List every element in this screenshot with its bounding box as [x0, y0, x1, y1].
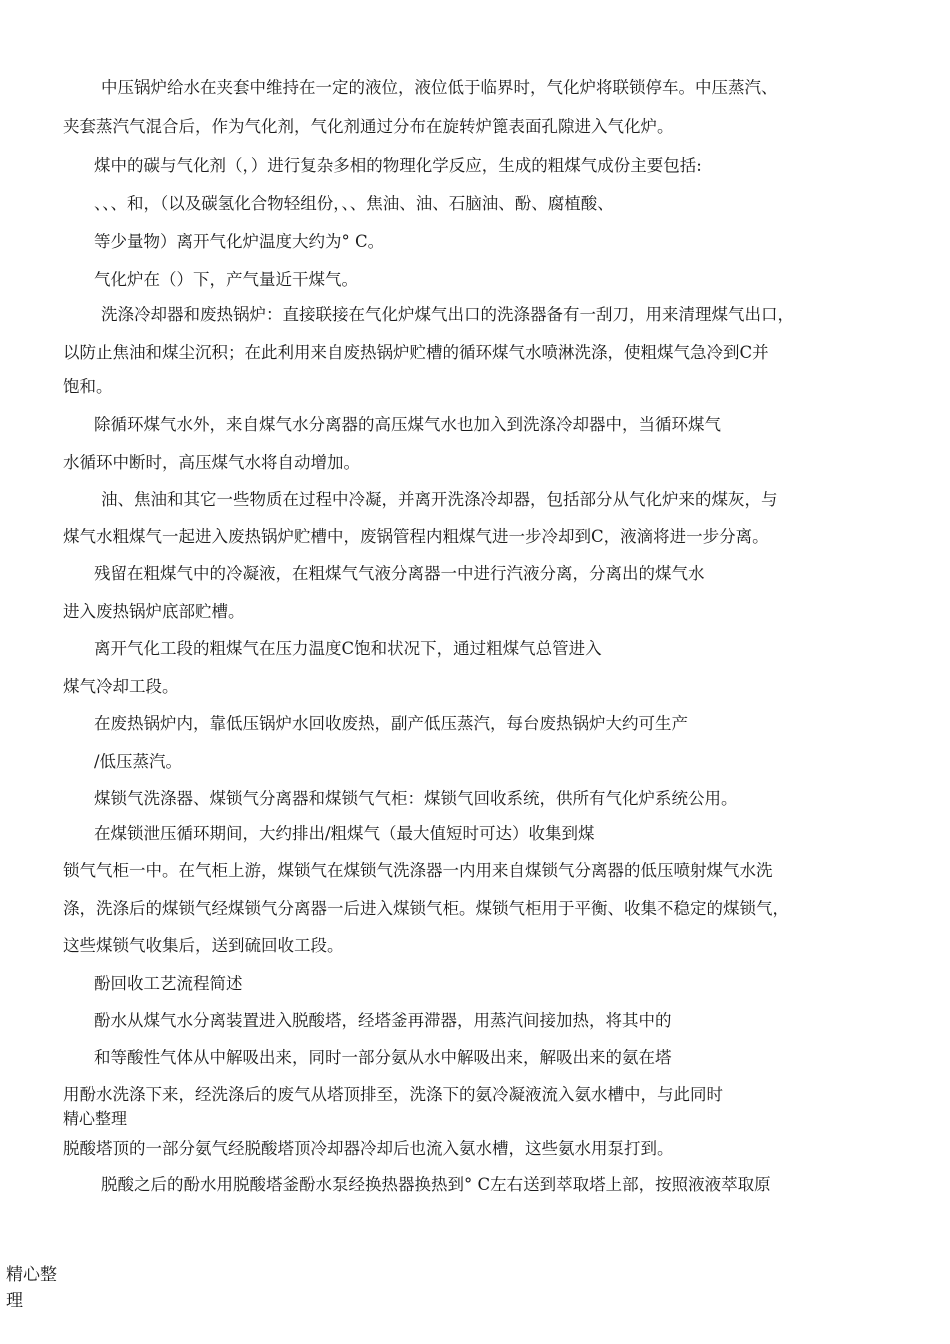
- text-line: 脱酸之后的酚水用脱酸塔釜酚水泵经换热器换热到° C左右送到萃取塔上部，按照液液萃取原: [101, 1175, 771, 1194]
- text-line: 涤，洗涤后的煤锁气经煤锁气分离器一后进入煤锁气柜。煤锁气柜用于平衡、收集不稳定的煤锁气，: [63, 899, 789, 918]
- footer-line-1: 精心整: [6, 1265, 57, 1285]
- inline-note: 精心整理: [63, 1109, 128, 1128]
- text-line: 脱酸塔顶的一部分氨气经脱酸塔顶冷却器冷却后也流入氨水槽，这些氨水用泵打到。: [63, 1139, 674, 1158]
- text-line: 中压锅炉给水在夹套中维持在一定的液位，液位低于临界时，气化炉将联锁停车。中压蒸汽、: [101, 78, 778, 97]
- text-line: 夹套蒸汽气混合后，作为气化剂，气化剂通过分布在旋转炉篦表面孔隙进入气化炉。: [63, 117, 674, 136]
- text-line: 水循环中断时，高压煤气水将自动增加。: [63, 453, 360, 472]
- text-line: 饱和。: [63, 377, 113, 396]
- text-line: 在煤锁泄压循环期间，大约排出/粗煤气（最大值短时可达）收集到煤: [94, 824, 595, 843]
- text-line: 这些煤锁气收集后，送到硫回收工段。: [63, 936, 344, 955]
- text-line: 用酚水洗涤下来，经洗涤后的废气从塔顶排至，洗涤下的氨冷凝液流入氨水槽中，与此同时: [63, 1085, 723, 1104]
- text-line: 洗涤冷却器和废热锅炉：直接联接在气化炉煤气出口的洗涤器备有一刮刀，用来清理煤气出口，: [101, 305, 794, 324]
- text-line: 离开气化工段的粗煤气在压力温度C饱和状况下，通过粗煤气总管进入: [94, 639, 602, 658]
- text-line: 锁气气柜一中。在气柜上游，煤锁气在煤锁气洗涤器一内用来自煤锁气分离器的低压喷射煤气水洗: [63, 861, 773, 880]
- text-line: 酚水从煤气水分离装置进入脱酸塔，经塔釜再滞器，用蒸汽间接加热，将其中的: [94, 1011, 672, 1030]
- text-line: 气化炉在（）下，产气量近干煤气。: [94, 270, 358, 289]
- text-line: 煤锁气洗涤器、煤锁气分离器和煤锁气气柜：煤锁气回收系统，供所有气化炉系统公用。: [94, 789, 738, 808]
- footer-note: [6, 1262, 57, 1314]
- text-line: /低压蒸汽。: [94, 752, 183, 771]
- text-line: 除循环煤气水外，来自煤气水分离器的高压煤气水也加入到洗涤冷却器中，当循环煤气: [94, 415, 721, 434]
- text-line: 进入废热锅炉底部贮槽。: [63, 602, 245, 621]
- text-line: 以防止焦油和煤尘沉积；在此利用来自废热锅炉贮槽的循环煤气水喷淋洗涤，使粗煤气急冷到C并: [63, 343, 769, 362]
- section-heading: 酚回收工艺流程简述: [94, 974, 243, 993]
- text-line: 煤气冷却工段。: [63, 677, 179, 696]
- footer-line-2: 理: [6, 1291, 23, 1311]
- text-line: 残留在粗煤气中的冷凝液，在粗煤气气液分离器一中进行汽液分离，分离出的煤气水: [94, 564, 705, 583]
- text-line: 煤气水粗煤气一起进入废热锅炉贮槽中，废锅管程内粗煤气进一步冷却到C，液滴将进一步分离。: [63, 527, 769, 546]
- text-line: 在废热锅炉内，靠低压锅炉水回收废热，副产低压蒸汽，每台废热锅炉大约可生产: [94, 714, 688, 733]
- text-line: 和等酸性气体从中解吸出来，同时一部分氨从水中解吸出来，解吸出来的氨在塔: [94, 1048, 672, 1067]
- text-line: 、、、和，（以及碳氢化合物轻组份，、、焦油、油、石脑油、酚、腐植酸、: [94, 194, 614, 213]
- text-line: 等少量物）离开气化炉温度大约为° C。: [94, 232, 385, 251]
- text-line: 煤中的碳与气化剂（，）进行复杂多相的物理化学反应，生成的粗煤气成份主要包括:: [94, 156, 702, 175]
- text-line: 油、焦油和其它一些物质在过程中冷凝，并离开洗涤冷却器，包括部分从气化炉来的煤灰，与: [101, 490, 778, 509]
